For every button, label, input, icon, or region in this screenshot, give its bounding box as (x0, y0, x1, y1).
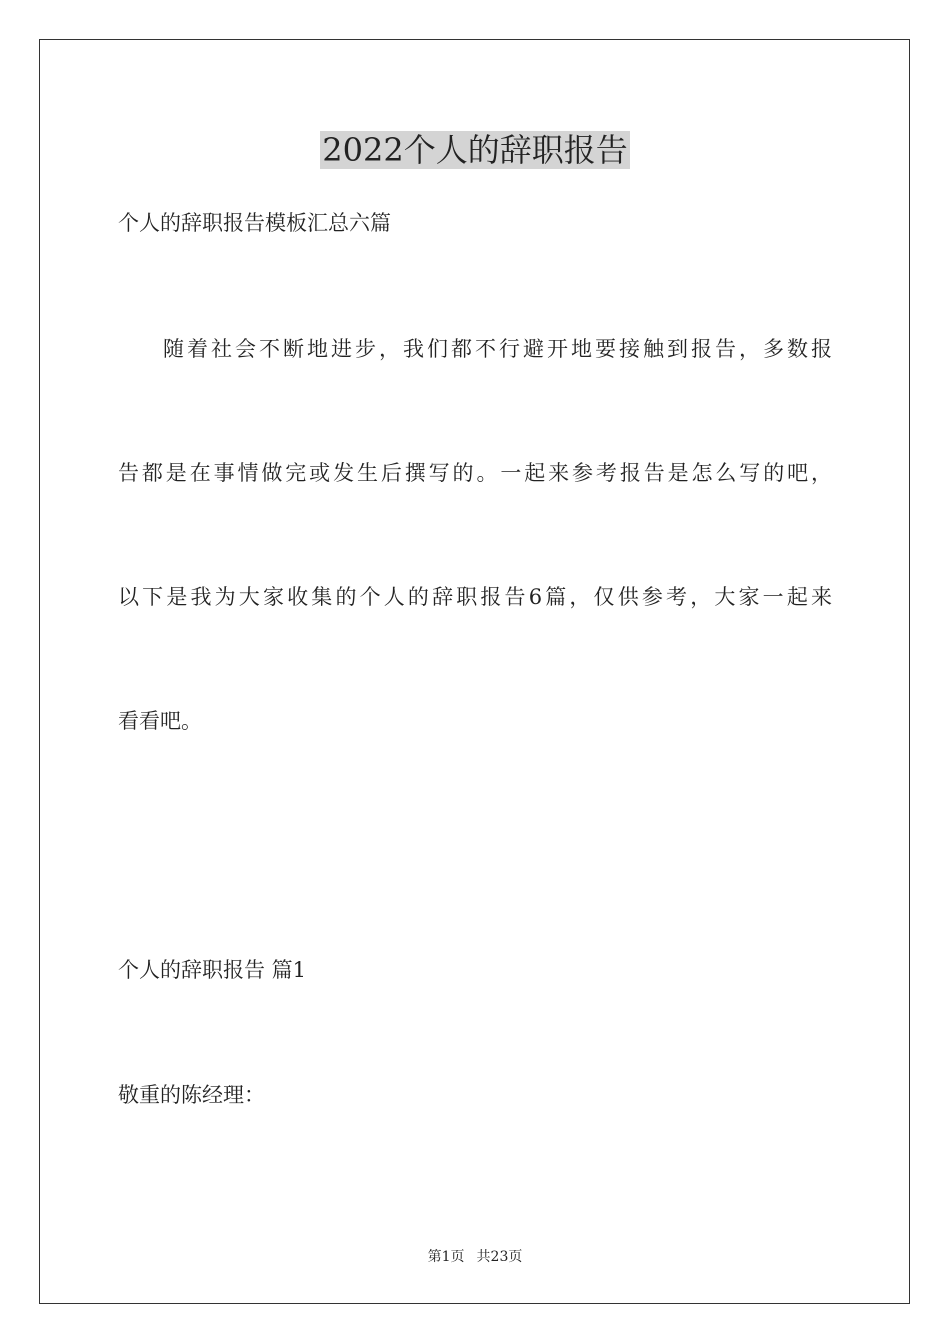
intro-line-2: 告都是在事情做完或发生后撰写的。一起来参考报告是怎么写的吧， (118, 461, 832, 485)
page-footer (0, 1247, 950, 1267)
document-title (0, 126, 950, 174)
page-number: 第1页 (427, 1249, 465, 1265)
intro-line-1: 随着社会不断地进步，我们都不行避开地要接触到报告，多数报 (163, 337, 832, 361)
intro-line-3: 以下是我为大家收集的个人的辞职报告6篇，仅供参考，大家一起来 (118, 585, 832, 609)
page-total: 共23页 (476, 1249, 523, 1265)
intro-line-4: 看看吧。 (118, 709, 202, 733)
section-heading: 个人的辞职报告 篇1 (118, 958, 307, 982)
document-title-text: 2022个人的辞职报告 (322, 131, 628, 169)
document-subtitle: 个人的辞职报告模板汇总六篇 (118, 211, 391, 235)
salutation: 敬重的陈经理： (118, 1083, 265, 1107)
